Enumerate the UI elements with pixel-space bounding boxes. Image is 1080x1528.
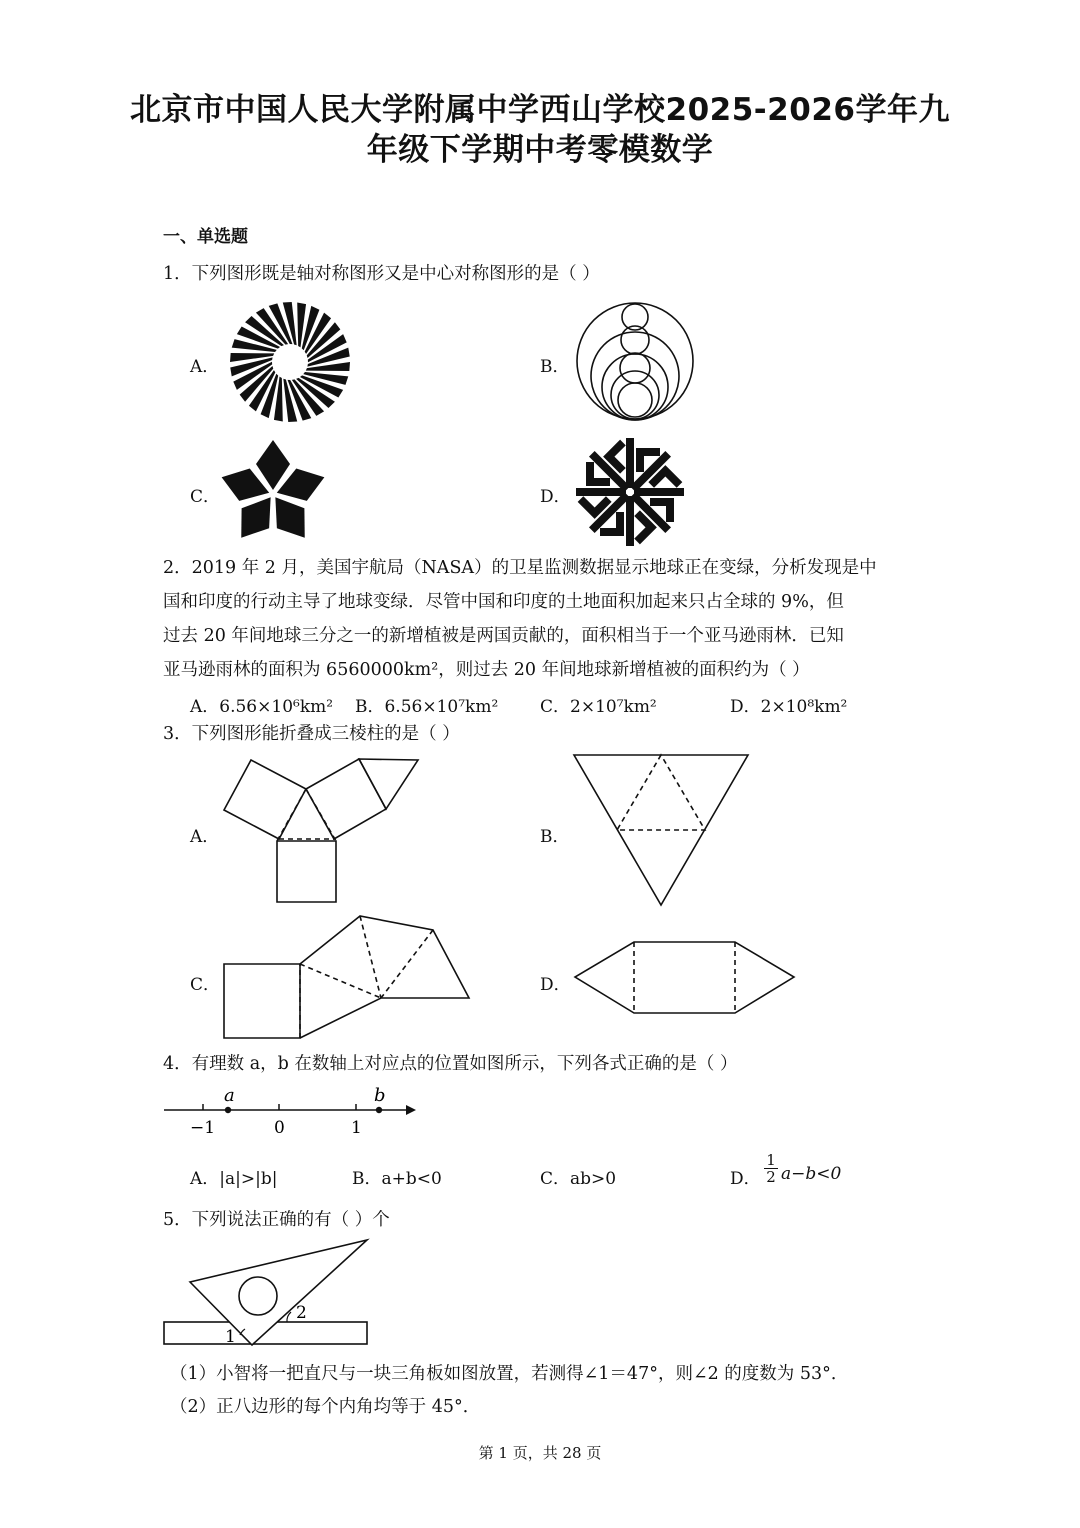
prism-nets-figure <box>0 740 1080 1050</box>
tick-label-0: 0 <box>274 1118 285 1138</box>
question-2-line-1: 2．2019 年 2 月，美国宇航局（NASA）的卫星监测数据显示地球正在变绿，分析发现是中 <box>163 558 877 578</box>
ruler-triangle-figure <box>150 1232 380 1352</box>
page-title-line-1: 北京市中国人民大学附属中学西山学校2025-2026学年九 <box>130 92 950 128</box>
q4-option-d-expression: a−b<0 <box>781 1164 842 1184</box>
q4-option-d-label: D． <box>730 1169 761 1189</box>
question-5-item-2: （2）正八边形的每个内角均等于 45°． <box>170 1397 481 1417</box>
net-b <box>574 755 748 905</box>
q3-option-a-label: A． <box>190 827 220 847</box>
q4-option-d-fraction <box>764 1152 778 1185</box>
question-2-line-3: 过去 20 年间地球三分之一的新增植被是两国贡献的，面积相当于一个亚马逊雨林．已知 <box>163 626 844 646</box>
eight-arm-snowflake-figure <box>572 434 688 550</box>
tick-label-1: 1 <box>351 1118 362 1138</box>
sunburst-ring-figure <box>228 300 352 424</box>
question-2-line-2: 国和印度的行动主导了地球变绿．尽管中国和印度的土地面积加起来只占全球的 9%，但 <box>163 592 844 612</box>
q3-option-b-label: B． <box>540 827 570 847</box>
net-d <box>575 942 794 1013</box>
q1-option-c-label: C． <box>190 487 221 507</box>
angle-1-label: 1 <box>225 1327 236 1347</box>
nested-circles-figure <box>572 300 698 422</box>
angle-2-label: 2 <box>296 1303 307 1323</box>
net-a <box>224 759 418 902</box>
five-petal-star-figure <box>218 436 328 546</box>
section-heading: 一、单选题 <box>163 227 248 247</box>
q1-option-d-label: D． <box>540 487 571 507</box>
question-5-item-1: （1）小智将一把直尺与一块三角板如图放置，若测得∠1＝47°，则∠2 的度数为 53°． <box>170 1364 849 1384</box>
question-4-stem: 4．有理数 a，b 在数轴上对应点的位置如图所示，下列各式正确的是（ ） <box>163 1054 738 1074</box>
tick-label-minus-1: −1 <box>190 1118 216 1138</box>
q3-option-d-label: D． <box>540 975 571 995</box>
fraction-numerator: 1 <box>764 1152 778 1169</box>
q1-option-a-label: A． <box>190 357 220 377</box>
net-c <box>224 916 469 1038</box>
q2-option-d: D．2×10⁸km² <box>730 697 848 717</box>
q2-option-c: C．2×10⁷km² <box>540 697 657 717</box>
question-5-stem: 5．下列说法正确的有（ ）个 <box>163 1210 390 1230</box>
point-b-label: b <box>374 1085 386 1106</box>
q4-option-b: B．a+b<0 <box>352 1169 442 1189</box>
question-2-line-4: 亚马逊雨林的面积为 6560000km²，则过去 20 年间地球新增植被的面积约为（ ） <box>163 660 810 680</box>
number-line-figure <box>150 1082 440 1142</box>
point-a-label: a <box>224 1085 235 1106</box>
question-1-stem: 1．下列图形既是轴对称图形又是中心对称图形的是（ ） <box>163 264 600 284</box>
q4-option-a: A．|a|>|b| <box>190 1169 278 1189</box>
q2-option-a: A．6.56×10⁶km² <box>190 697 334 717</box>
q1-option-b-label: B． <box>540 357 570 377</box>
page-footer: 第 1 页，共 28 页 <box>478 1444 602 1462</box>
set-square-shape <box>190 1240 367 1345</box>
q2-option-b: B．6.56×10⁷km² <box>355 697 499 717</box>
q4-option-c: C．ab>0 <box>540 1169 617 1189</box>
question-3-stem: 3．下列图形能折叠成三棱柱的是（ ） <box>163 724 460 744</box>
page-title-line-2: 年级下学期中考零模数学 <box>366 132 714 168</box>
fraction-denominator: 2 <box>766 1168 776 1186</box>
q3-option-c-label: C． <box>190 975 221 995</box>
